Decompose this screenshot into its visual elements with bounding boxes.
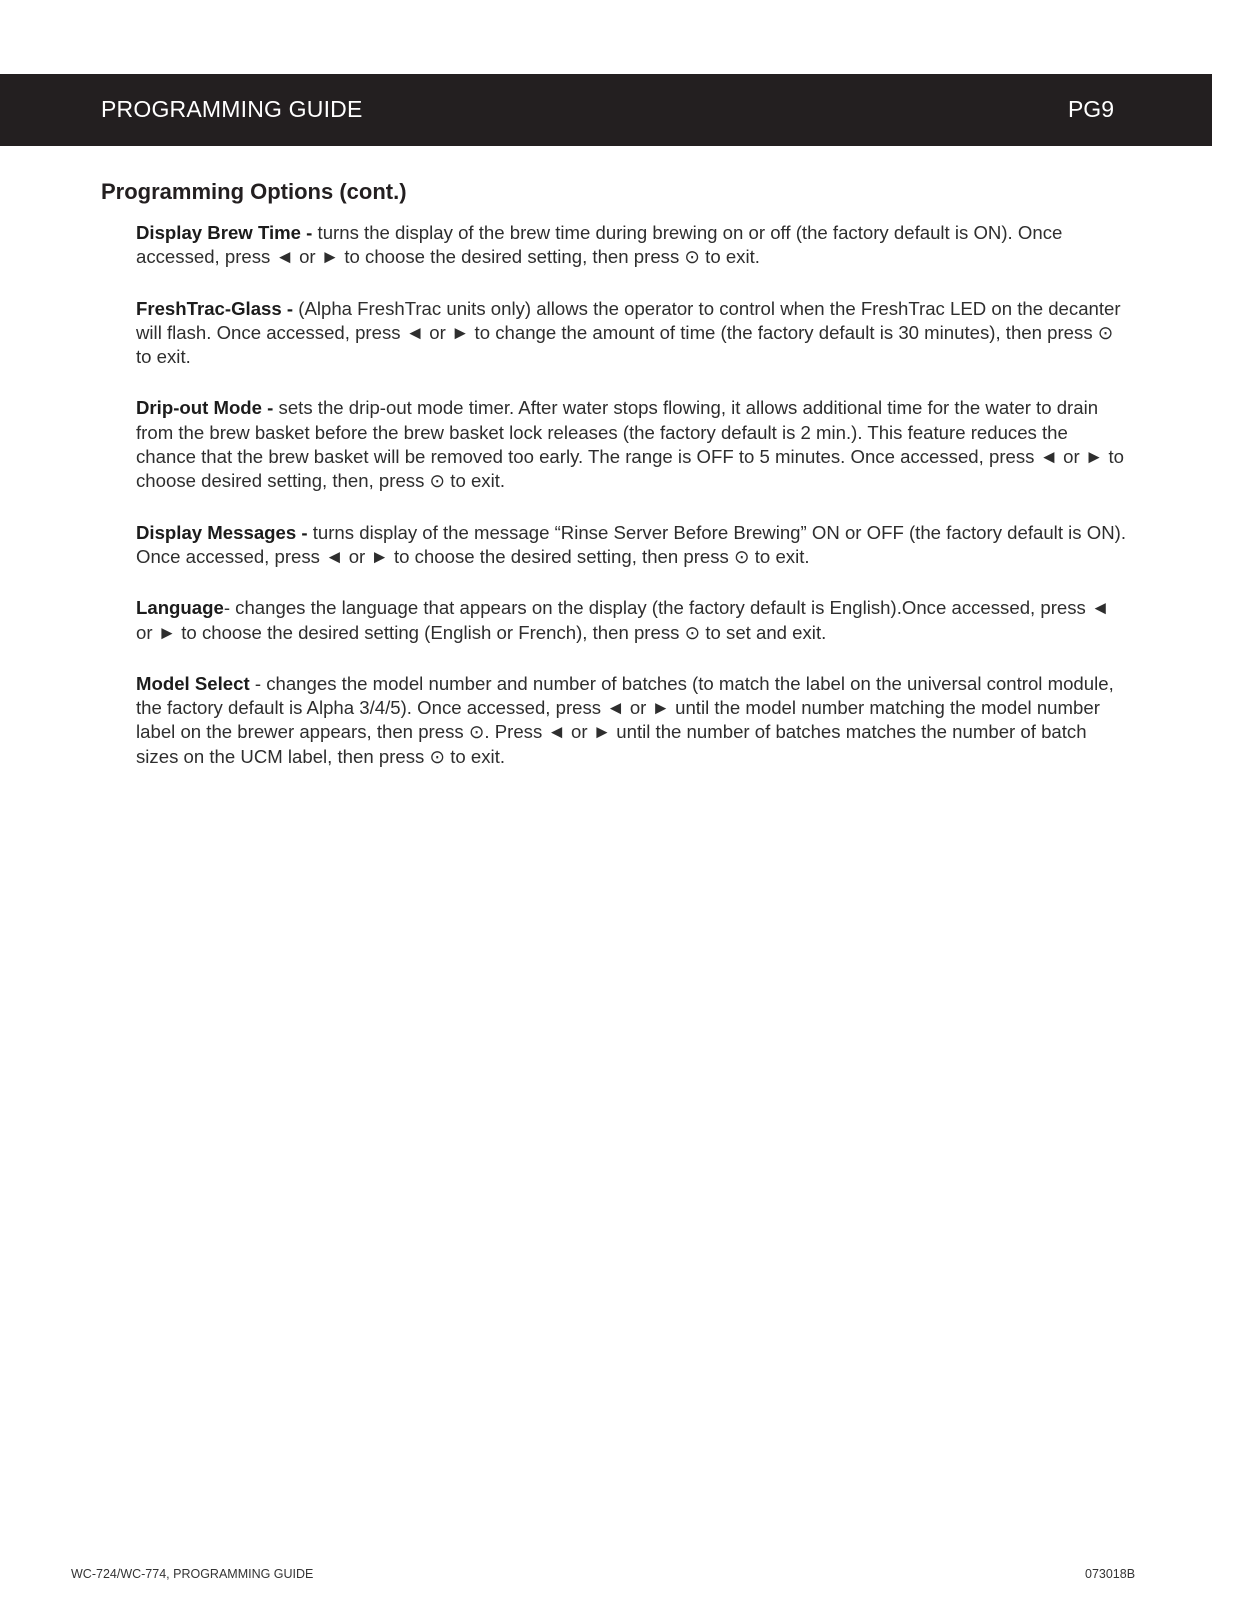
option-term: FreshTrac-Glass - xyxy=(136,297,294,319)
option-term: Model Select xyxy=(136,672,250,694)
footer-document-code: 073018B xyxy=(1085,1567,1136,1581)
option-term: Display Messages - xyxy=(136,521,308,543)
option-term: Language xyxy=(136,597,224,619)
option-description: turns display of the message “Rinse Server Before Brewing” ON or OFF (the factory default is ON). Once accessed, press ◄ or ► to choose the desired setting, then press ⊙ to exit. xyxy=(136,521,1126,567)
option-display-brew-time xyxy=(136,221,1126,270)
option-description: - changes the language that appears on the display (the factory default is English).Once accessed, press ◄ or ► to choose the desired setting (English or French), then press ⊙ to set and exit. xyxy=(136,597,1110,643)
option-model-select xyxy=(136,672,1126,769)
page-header xyxy=(0,74,1212,146)
option-drip-out-mode xyxy=(136,396,1126,493)
option-freshtrac-glass xyxy=(136,297,1126,370)
option-description: turns the display of the brew time during brewing on or off (the factory default is ON). Once accessed, press ◄ or ► to choose the desired setting, then press ⊙ to exit. xyxy=(136,222,1063,268)
section-title: Programming Options (cont.) xyxy=(101,179,407,204)
option-display-messages xyxy=(136,521,1126,570)
option-term: Drip-out Mode - xyxy=(136,397,274,419)
option-language xyxy=(136,596,1126,645)
options-list xyxy=(136,221,1126,796)
option-description: sets the drip-out mode timer. After water stops flowing, it allows additional time for the water to drain from the brew basket before the brew basket lock releases (the factory default is 2 min.). This feature reduces the chance that the brew basket will be removed too early. The range is OFF to 5 minutes. Once accessed, press ◄ or ► to choose desired setting, then, press ⊙ to exit. xyxy=(136,397,1124,492)
option-term: Display Brew Time - xyxy=(136,222,313,243)
header-title: PROGRAMMING GUIDE xyxy=(101,96,363,122)
page-number: PG9 xyxy=(1067,96,1114,122)
option-description: - changes the model number and number of batches (to match the label on the universal control module, the factory default is Alpha 3/4/5). Once accessed, press ◄ or ► until the model number matching the model number label on the brewer appears, then press ⊙. Press ◄ or ► until the number of batches matches the number of batch sizes on the UCM label, then press ⊙ to exit. xyxy=(136,672,1114,767)
option-description: (Alpha FreshTrac units only) allows the operator to control when the FreshTrac LED on the decanter will flash. Once accessed, press ◄ or ► to change the amount of time (the factory default is 30 minutes), then press ⊙ to exit. xyxy=(136,297,1121,368)
footer-document-title: WC-724/WC-774, PROGRAMMING GUIDE xyxy=(71,1567,314,1581)
